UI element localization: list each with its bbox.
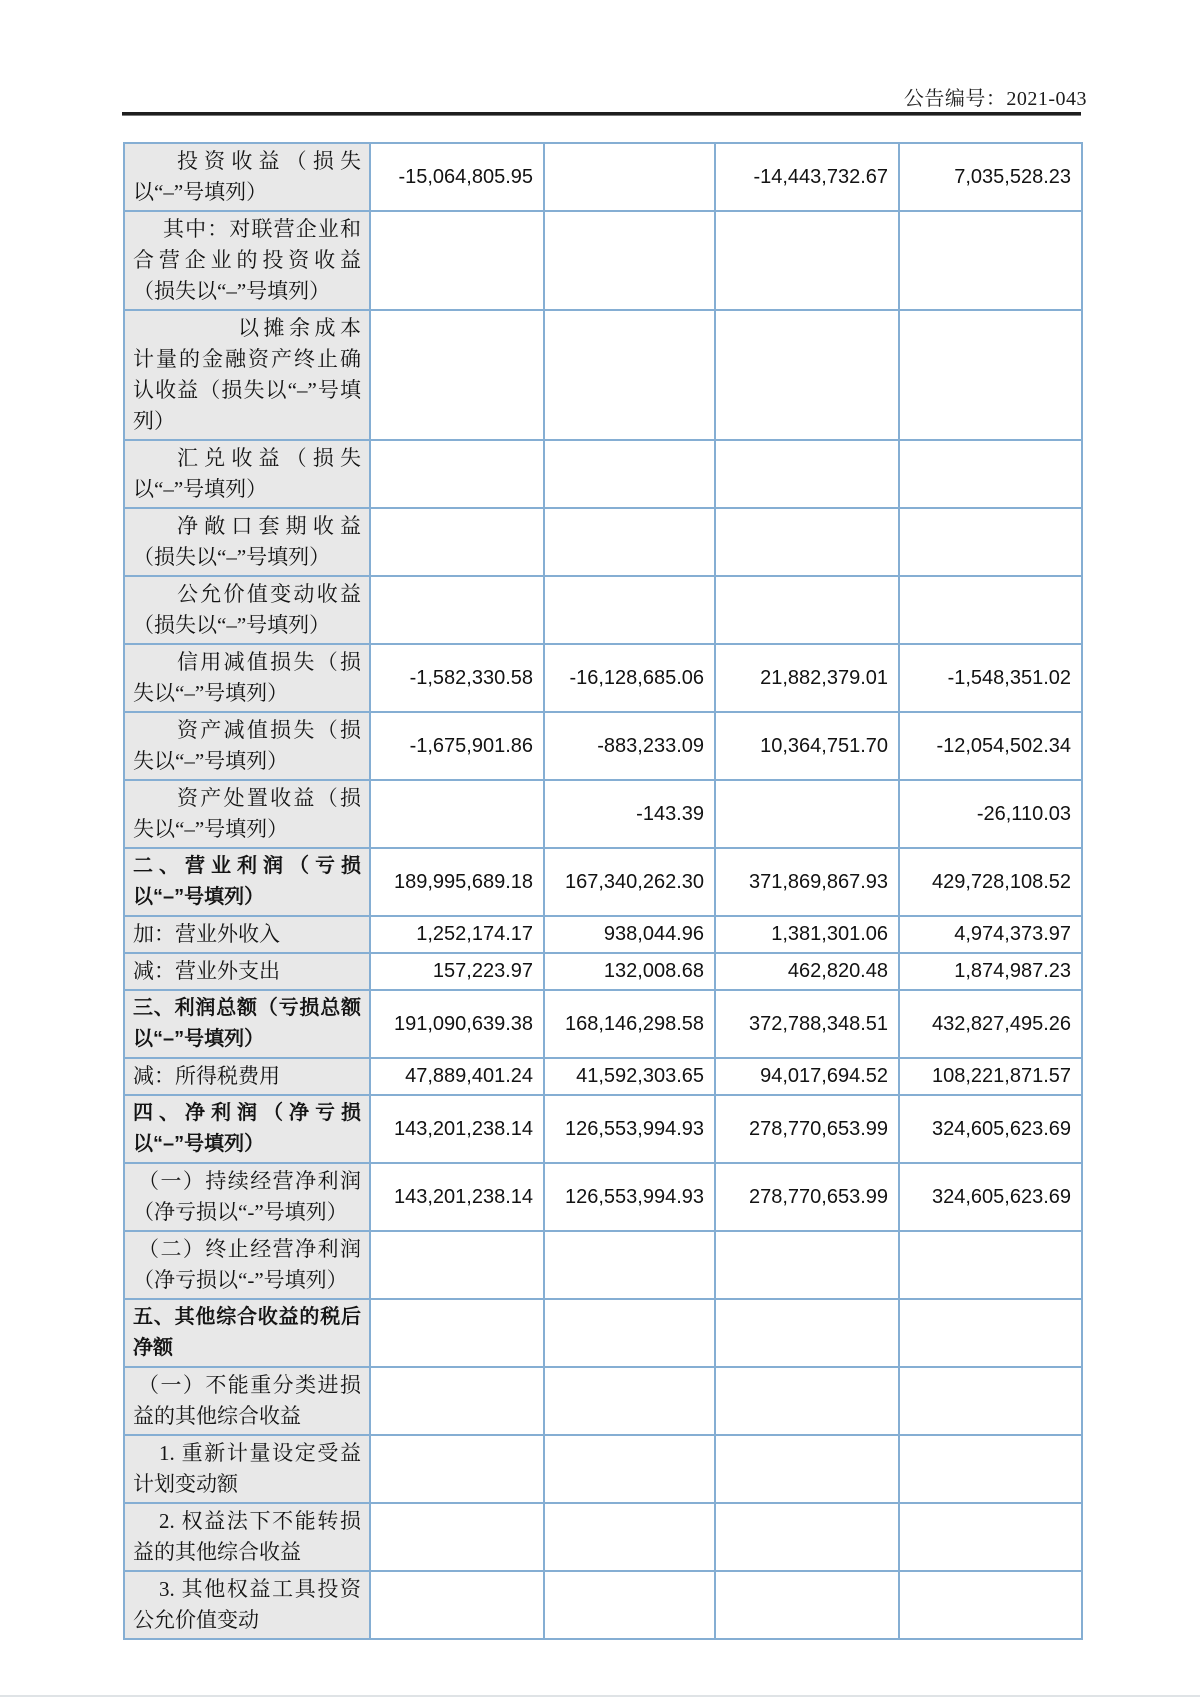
value-cell: [370, 310, 544, 440]
table-row: [124, 1058, 1082, 1095]
value-cell: [370, 1571, 544, 1639]
table-row: [124, 143, 1082, 211]
row-label: 加：营业外收入: [124, 916, 370, 953]
value-cell: [544, 143, 715, 211]
value-cell: 1,381,301.06: [715, 916, 899, 953]
value-cell: [899, 1367, 1082, 1435]
announcement-number: 公告编号：2021-043: [903, 88, 1087, 110]
row-label: （一）不能重分类进损益的其他综合收益: [124, 1367, 370, 1435]
value-cell: [544, 310, 715, 440]
value-cell: [370, 211, 544, 310]
value-cell: [370, 1435, 544, 1503]
row-label: 四、净利润（净亏损以“–”号填列）: [124, 1095, 370, 1163]
value-cell: [544, 1435, 715, 1503]
table-row: [124, 848, 1082, 916]
table-row: [124, 712, 1082, 780]
row-label: 资产处置收益（损失以“–”号填列）: [124, 780, 370, 848]
value-cell: 278,770,653.99: [715, 1095, 899, 1163]
value-cell: [715, 576, 899, 644]
income-statement-table: [123, 142, 1083, 1640]
value-cell: 1,252,174.17: [370, 916, 544, 953]
value-cell: [544, 576, 715, 644]
value-cell: [544, 440, 715, 508]
value-cell: 278,770,653.99: [715, 1163, 899, 1231]
value-cell: 938,044.96: [544, 916, 715, 953]
value-cell: [899, 1299, 1082, 1367]
value-cell: 4,974,373.97: [899, 916, 1082, 953]
table-row: [124, 1299, 1082, 1367]
value-cell: 189,995,689.18: [370, 848, 544, 916]
value-cell: -143.39: [544, 780, 715, 848]
row-label: 净敞口套期收益（损失以“–”号填列）: [124, 508, 370, 576]
value-cell: 191,090,639.38: [370, 990, 544, 1058]
value-cell: 371,869,867.93: [715, 848, 899, 916]
table-row: [124, 916, 1082, 953]
value-cell: [715, 211, 899, 310]
value-cell: -1,675,901.86: [370, 712, 544, 780]
value-cell: 21,882,379.01: [715, 644, 899, 712]
value-cell: [899, 440, 1082, 508]
value-cell: [544, 1299, 715, 1367]
value-cell: [715, 1367, 899, 1435]
value-cell: [899, 508, 1082, 576]
row-label: 以摊余成本计量的金融资产终止确认收益（损失以“–”号填列）: [124, 310, 370, 440]
value-cell: [715, 1299, 899, 1367]
value-cell: -1,548,351.02: [899, 644, 1082, 712]
value-cell: 47,889,401.24: [370, 1058, 544, 1095]
value-cell: [370, 1299, 544, 1367]
value-cell: [370, 1367, 544, 1435]
row-label: 3. 其他权益工具投资公允价值变动: [124, 1571, 370, 1639]
table-row: [124, 310, 1082, 440]
value-cell: -16,128,685.06: [544, 644, 715, 712]
value-cell: [715, 1503, 899, 1571]
value-cell: [715, 310, 899, 440]
value-cell: 167,340,262.30: [544, 848, 715, 916]
value-cell: 108,221,871.57: [899, 1058, 1082, 1095]
value-cell: 462,820.48: [715, 953, 899, 990]
row-label: 资产减值损失（损失以“–”号填列）: [124, 712, 370, 780]
table-row: [124, 1095, 1082, 1163]
value-cell: 143,201,238.14: [370, 1163, 544, 1231]
value-cell: 143,201,238.14: [370, 1095, 544, 1163]
value-cell: 1,874,987.23: [899, 953, 1082, 990]
value-cell: -1,582,330.58: [370, 644, 544, 712]
row-label: 公允价值变动收益（损失以“–”号填列）: [124, 576, 370, 644]
table-row: [124, 1163, 1082, 1231]
value-cell: [899, 576, 1082, 644]
table-row: [124, 780, 1082, 848]
table-row: [124, 1435, 1082, 1503]
row-label: 信用减值损失（损失以“–”号填列）: [124, 644, 370, 712]
value-cell: [544, 1571, 715, 1639]
value-cell: [544, 1367, 715, 1435]
table-row: [124, 440, 1082, 508]
value-cell: [899, 1231, 1082, 1299]
row-label: 投资收益（损失以“–”号填列）: [124, 143, 370, 211]
table-row: [124, 1503, 1082, 1571]
value-cell: [899, 211, 1082, 310]
value-cell: [544, 211, 715, 310]
row-label: （一）持续经营净利润（净亏损以“-”号填列）: [124, 1163, 370, 1231]
value-cell: [715, 780, 899, 848]
value-cell: [899, 1503, 1082, 1571]
row-label: 二、营业利润（亏损以“–”号填列）: [124, 848, 370, 916]
value-cell: 94,017,694.52: [715, 1058, 899, 1095]
value-cell: 126,553,994.93: [544, 1095, 715, 1163]
value-cell: 7,035,528.23: [899, 143, 1082, 211]
value-cell: [544, 508, 715, 576]
row-label: 减：营业外支出: [124, 953, 370, 990]
value-cell: -12,054,502.34: [899, 712, 1082, 780]
row-label: 减：所得税费用: [124, 1058, 370, 1095]
value-cell: [544, 1231, 715, 1299]
income-statement-rows: [124, 143, 1082, 1639]
value-cell: [370, 508, 544, 576]
value-cell: [370, 576, 544, 644]
value-cell: [370, 780, 544, 848]
value-cell: [370, 1231, 544, 1299]
table-row: [124, 1231, 1082, 1299]
row-label: （二）终止经营净利润（净亏损以“-”号填列）: [124, 1231, 370, 1299]
value-cell: [544, 1503, 715, 1571]
value-cell: 372,788,348.51: [715, 990, 899, 1058]
value-cell: [899, 1571, 1082, 1639]
value-cell: 157,223.97: [370, 953, 544, 990]
value-cell: -14,443,732.67: [715, 143, 899, 211]
row-label: 其中：对联营企业和合营企业的投资收益（损失以“–”号填列）: [124, 211, 370, 310]
value-cell: [715, 1571, 899, 1639]
value-cell: 429,728,108.52: [899, 848, 1082, 916]
row-label: 三、利润总额（亏损总额以“–”号填列）: [124, 990, 370, 1058]
value-cell: [370, 1503, 544, 1571]
value-cell: 168,146,298.58: [544, 990, 715, 1058]
value-cell: [715, 1231, 899, 1299]
row-label: 五、其他综合收益的税后净额: [124, 1299, 370, 1367]
value-cell: 432,827,495.26: [899, 990, 1082, 1058]
header-rule: [122, 112, 1081, 116]
value-cell: -883,233.09: [544, 712, 715, 780]
row-label: 2. 权益法下不能转损益的其他综合收益: [124, 1503, 370, 1571]
value-cell: -15,064,805.95: [370, 143, 544, 211]
value-cell: [899, 310, 1082, 440]
table-row: [124, 508, 1082, 576]
table-row: [124, 990, 1082, 1058]
value-cell: [715, 1435, 899, 1503]
table-row: [124, 211, 1082, 310]
row-label: 1. 重新计量设定受益计划变动额: [124, 1435, 370, 1503]
value-cell: [370, 440, 544, 508]
value-cell: 324,605,623.69: [899, 1163, 1082, 1231]
table-row: [124, 576, 1082, 644]
value-cell: [715, 508, 899, 576]
value-cell: 41,592,303.65: [544, 1058, 715, 1095]
table-row: [124, 1367, 1082, 1435]
value-cell: [899, 1435, 1082, 1503]
value-cell: 132,008.68: [544, 953, 715, 990]
value-cell: [715, 440, 899, 508]
row-label: 汇兑收益（损失以“–”号填列）: [124, 440, 370, 508]
table-row: [124, 1571, 1082, 1639]
value-cell: 324,605,623.69: [899, 1095, 1082, 1163]
table-row: [124, 953, 1082, 990]
value-cell: -26,110.03: [899, 780, 1082, 848]
table-row: [124, 644, 1082, 712]
value-cell: 126,553,994.93: [544, 1163, 715, 1231]
value-cell: 10,364,751.70: [715, 712, 899, 780]
